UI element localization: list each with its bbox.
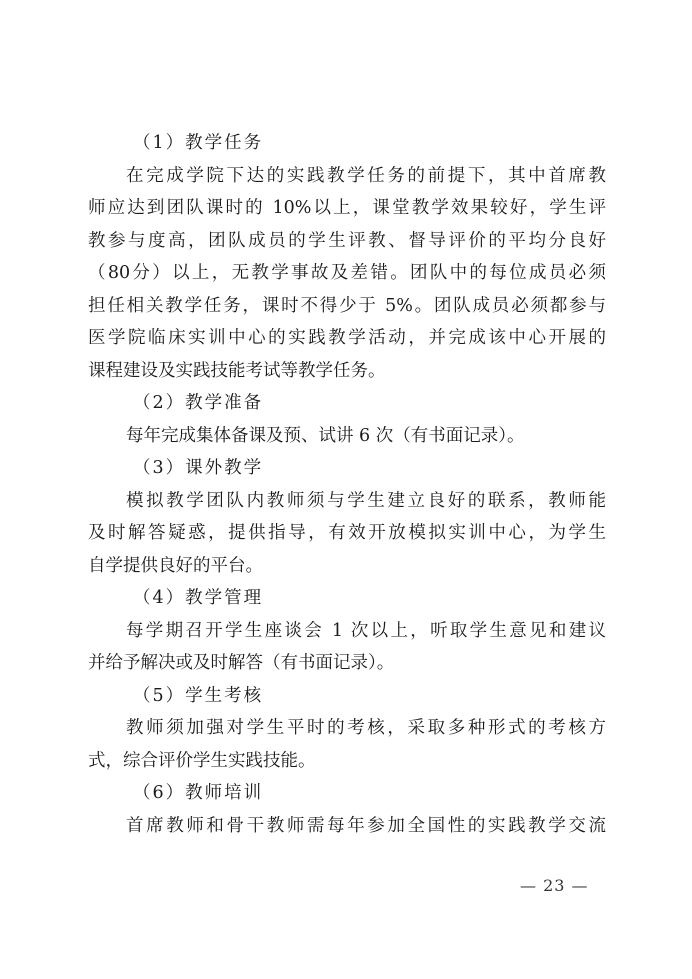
paragraph-line: 师应达到团队课时的 10%以上，课堂教学效果较好，学生评 (88, 198, 606, 218)
paragraph-line: 式，综合评价学生实践技能。 (88, 750, 316, 771)
section-heading-teaching-management: （4）教学管理 (133, 588, 264, 608)
paragraph-line: 模拟教学团队内教师须与学生建立良好的联系，教师能 (126, 490, 606, 511)
paragraph-line: 课程建设及实践技能考试等教学任务。 (88, 360, 386, 381)
paragraph-line: 每学期召开学生座谈会 1 次以上，听取学生意见和建议 (126, 620, 606, 641)
section-heading-teaching-preparation: （2）教学准备 (133, 393, 264, 413)
section-heading-extracurricular-teaching: （3）课外教学 (133, 458, 264, 478)
section-heading-student-assessment: （5）学生考核 (133, 685, 264, 706)
paragraph-line: 并给予解决或及时解答（有书面记录）。 (88, 653, 395, 673)
document-body (88, 127, 606, 842)
paragraph-line: 首席教师和骨干教师需每年参加全国性的实践教学交流 (126, 815, 606, 836)
section-heading-teacher-training: （6）教师培训 (133, 783, 264, 803)
paragraph-line: 教参与度高，团队成员的学生评教、督导评价的平均分良好 (88, 230, 606, 251)
section-heading-teaching-tasks: （1）教学任务 (133, 133, 264, 153)
page-number: — 23 — (520, 876, 589, 895)
paragraph-line: 每年完成集体备课及预、试讲 6 次（有书面记录）。 (126, 425, 525, 446)
paragraph-line: （80分）以上，无教学事故及差错。团队中的每位成员必须 (88, 263, 606, 283)
paragraph-line: 教师须加强对学生平时的考核，采取多种形式的考核方 (126, 718, 606, 738)
paragraph-line: 医学院临床实训中心的实践教学活动，并完成该中心开展的 (88, 328, 606, 348)
paragraph-line: 自学提供良好的平台。 (88, 555, 263, 576)
paragraph-line: 担任相关教学任务，课时不得少于 5%。团队成员必须都参与 (88, 295, 606, 316)
paragraph-line: 及时解答疑惑，提供指导，有效开放模拟实训中心，为学生 (88, 523, 606, 543)
paragraph-line: 在完成学院下达的实践教学任务的前提下，其中首席教 (126, 165, 606, 186)
